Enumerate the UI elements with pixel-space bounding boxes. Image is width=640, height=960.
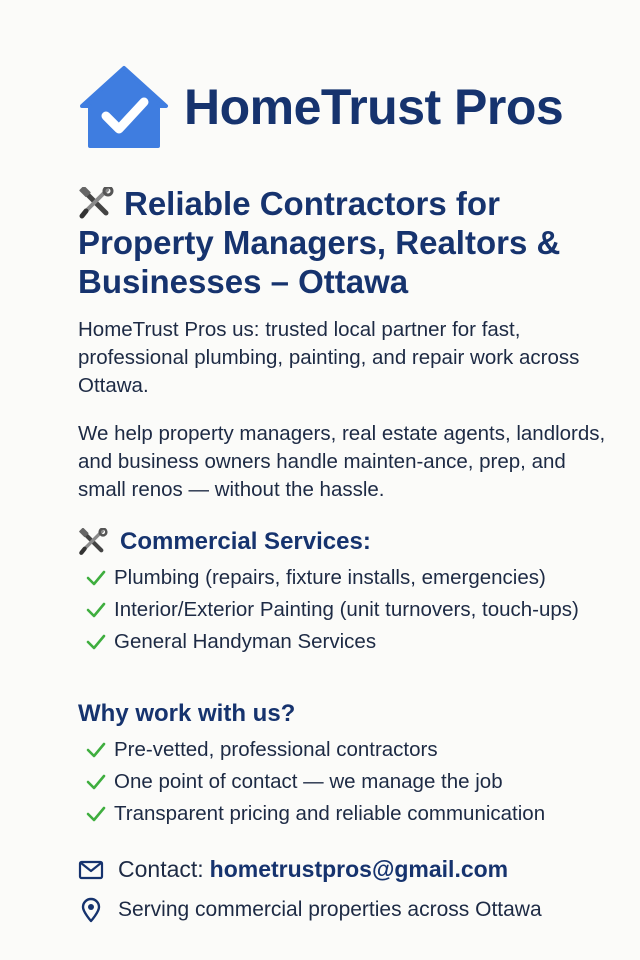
house-check-icon: [78, 64, 170, 150]
why-list: [78, 738, 618, 834]
list-item-text: Plumbing (repairs, fixture installs, emergencies): [114, 566, 546, 589]
checkmark-icon: [78, 771, 114, 793]
brand-header: [78, 64, 563, 150]
list-item-text: General Handyman Services: [114, 630, 377, 653]
list-item-text: Pre-vetted, professional contractors: [114, 738, 438, 761]
list-item-text: Interior/Exterior Painting (unit turnovers, touch-ups): [114, 598, 579, 621]
list-item: [78, 566, 618, 590]
intro-paragraph-2: We help property managers, real estate agents, landlords, and business owners handle mainten-ance, prep, and small renos — without the hassle.: [78, 422, 606, 501]
why-title: [78, 700, 295, 728]
list-item-text: One point of contact — we manage the job: [114, 770, 503, 793]
checkmark-icon: [78, 631, 114, 653]
contact-label: Contact:: [118, 856, 204, 882]
checkmark-icon: [78, 567, 114, 589]
contact-email-link[interactable]: hometrustpros@gmail.com: [209, 856, 509, 882]
list-item-text: Transparent pricing and reliable communication: [114, 802, 546, 825]
envelope-icon: [78, 857, 104, 883]
list-item: [78, 802, 618, 826]
list-item: [78, 598, 618, 622]
checkmark-icon: [78, 739, 114, 761]
why-title-text: Why work with us?: [78, 700, 296, 727]
list-item: [78, 770, 618, 794]
tools-icon: [78, 187, 114, 219]
tools-icon: [78, 528, 108, 556]
list-item: [78, 630, 618, 654]
checkmark-icon: [78, 599, 114, 621]
services-title-text: Commercial Services:: [120, 528, 371, 555]
checkmark-icon: [78, 803, 114, 825]
service-area-text: Serving commercial properties across Ottawa: [118, 898, 542, 921]
brand-name: HomeTrust Pros: [184, 79, 564, 135]
headline-text: Reliable Contractors for Property Managers, Realtors & Businesses – Ottawa: [78, 185, 561, 300]
list-item: [78, 738, 618, 762]
service-area-row: [78, 897, 542, 923]
page-headline: [78, 184, 618, 301]
contact-row: [78, 856, 508, 883]
services-list: [78, 566, 618, 662]
intro-paragraph-1: HomeTrust Pros us: trusted local partner for fast, professional plumbing, painting, and repair work across Ottawa.: [78, 318, 580, 397]
map-pin-icon: [78, 897, 104, 923]
services-title: [78, 528, 371, 556]
